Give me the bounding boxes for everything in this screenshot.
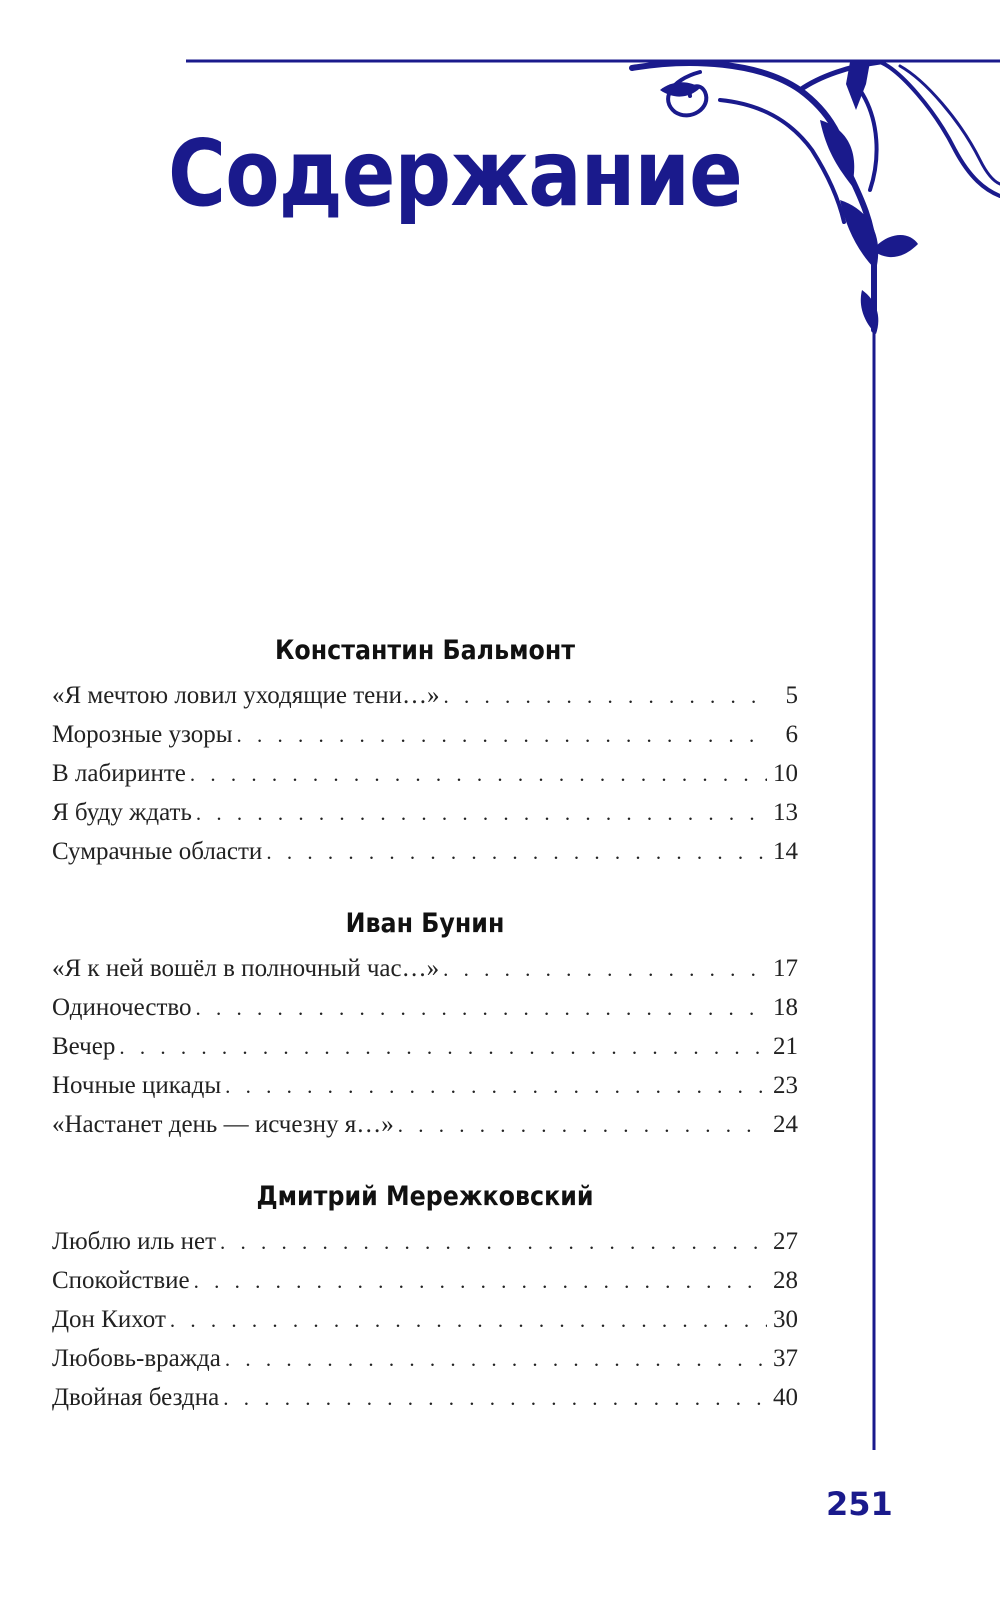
- dot-leader: [225, 1340, 767, 1379]
- dot-leader: [194, 1262, 767, 1301]
- entry-page: 27: [773, 1228, 798, 1255]
- entry-title: Я буду ждать: [52, 799, 192, 826]
- entry-page: 30: [773, 1306, 798, 1333]
- toc-section: [52, 907, 798, 1144]
- entry-title: «Настанет день — исчезну я…»: [52, 1111, 394, 1138]
- entry-title: «Я мечтою ловил уходящие тени…»: [52, 682, 440, 709]
- author-heading: Константин Бальмонт: [274, 635, 576, 666]
- dot-leader: [196, 794, 767, 833]
- entry-title: Сумрачные области: [52, 838, 263, 865]
- toc-entry: [52, 1378, 798, 1417]
- entry-title: Ночные цикады: [52, 1072, 222, 1099]
- dot-leader: [220, 1223, 767, 1262]
- toc-section: [52, 634, 798, 871]
- entry-page: 40: [773, 1384, 798, 1411]
- toc-section: [52, 1180, 798, 1417]
- dot-leader: [190, 755, 767, 794]
- toc-entry: [52, 676, 798, 715]
- entry-page: 17: [773, 955, 798, 982]
- entry-title: Спокойствие: [52, 1267, 190, 1294]
- entry-page: 6: [785, 721, 798, 748]
- toc-entry: [52, 754, 798, 793]
- entry-title: Любовь-вражда: [52, 1345, 221, 1372]
- entry-title: «Я к ней вошёл в полночный час…»: [52, 955, 440, 982]
- dot-leader: [444, 677, 771, 716]
- page-title: Содержание: [168, 120, 742, 227]
- entry-page: 21: [773, 1033, 798, 1060]
- author-heading: Дмитрий Мережковский: [256, 1181, 594, 1212]
- entry-title: Вечер: [52, 1033, 116, 1060]
- toc-entry: [52, 1261, 798, 1300]
- toc-entry: [52, 1222, 798, 1261]
- entry-title: Одиночество: [52, 994, 192, 1021]
- dot-leader: [170, 1301, 767, 1340]
- toc-entry: [52, 1339, 798, 1378]
- table-of-contents: [52, 634, 798, 1453]
- entry-page: 13: [773, 799, 798, 826]
- dot-leader: [225, 1067, 767, 1106]
- dot-leader: [223, 1379, 767, 1418]
- entry-page: 14: [773, 838, 798, 865]
- dot-leader: [119, 1028, 767, 1067]
- toc-entry: [52, 1300, 798, 1339]
- author-heading: Иван Бунин: [345, 908, 505, 939]
- entry-title: Двойная бездна: [52, 1384, 220, 1411]
- toc-entry: [52, 1027, 798, 1066]
- entry-title: Морозные узоры: [52, 721, 233, 748]
- entry-title: Люблю иль нет: [52, 1228, 217, 1255]
- entry-page: 24: [773, 1111, 798, 1138]
- entry-page: 23: [773, 1072, 798, 1099]
- entry-page: 5: [785, 682, 798, 709]
- dot-leader: [237, 716, 770, 755]
- dot-leader: [196, 989, 767, 1028]
- entry-title: Дон Кихот: [52, 1306, 166, 1333]
- dot-leader: [266, 833, 767, 872]
- dot-leader: [398, 1106, 767, 1145]
- entry-page: 28: [773, 1267, 798, 1294]
- page-number: 251: [826, 1485, 893, 1523]
- toc-entry: [52, 949, 798, 988]
- entry-title: В лабиринте: [52, 760, 186, 787]
- dot-leader: [443, 950, 767, 989]
- entry-page: 10: [773, 760, 798, 787]
- toc-entry: [52, 715, 798, 754]
- toc-entry: [52, 832, 798, 871]
- toc-entry: [52, 1066, 798, 1105]
- toc-entry: [52, 793, 798, 832]
- entry-page: 18: [773, 994, 798, 1021]
- toc-entry: [52, 988, 798, 1027]
- entry-page: 37: [773, 1345, 798, 1372]
- toc-entry: [52, 1105, 798, 1144]
